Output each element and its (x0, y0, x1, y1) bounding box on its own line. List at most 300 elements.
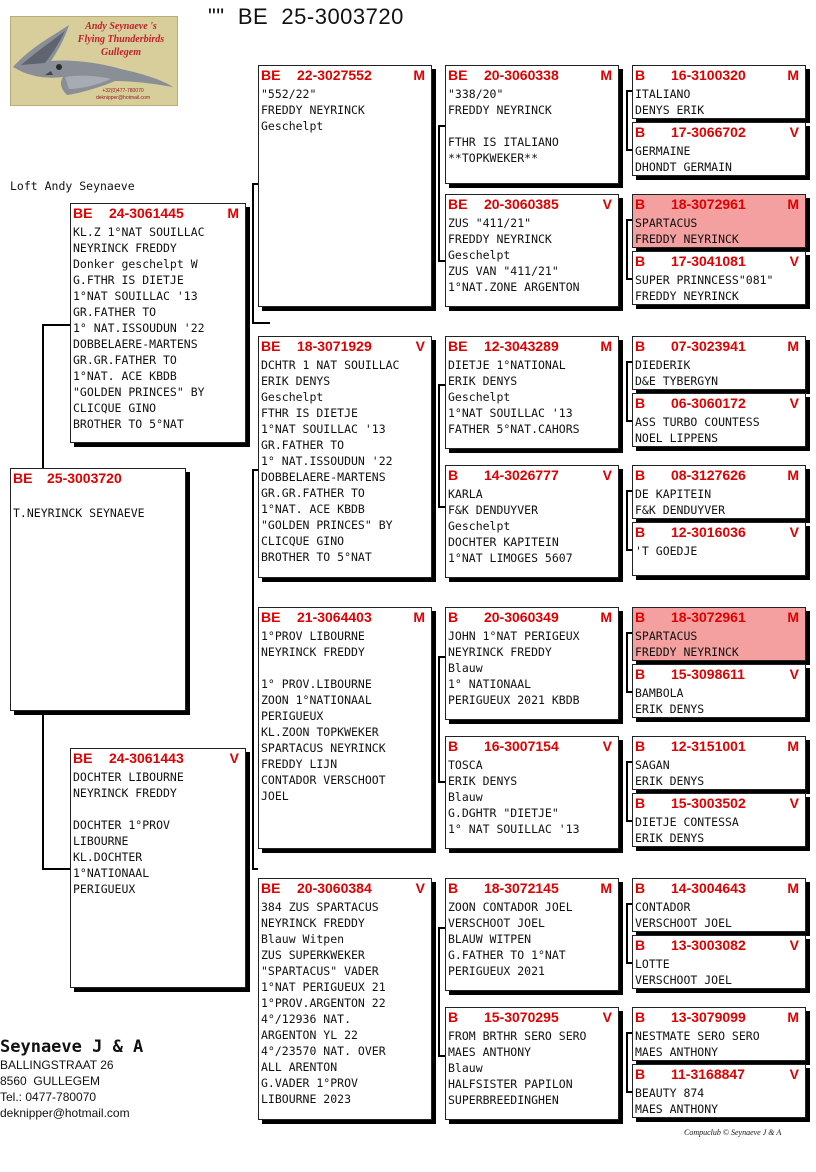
pigeon-card[interactable] (632, 393, 806, 447)
sex-marker: V (789, 666, 799, 682)
owner-name: Seynaeve J & A (0, 1037, 144, 1057)
sex-marker: M (600, 67, 612, 83)
pigeon-card-header (446, 608, 618, 626)
connector-line (42, 324, 70, 326)
pigeon-card[interactable] (70, 203, 246, 443)
pigeon-card[interactable] (632, 1064, 806, 1118)
pigeon-card-header (633, 936, 805, 954)
detail-line: GR.FATHER TO (261, 438, 345, 452)
detail-line: FROM BRTHR SERO SERO (448, 1029, 587, 1043)
pigeon-card[interactable] (632, 251, 806, 305)
detail-line: FTHR IS DIETJE (261, 406, 358, 420)
detail-line: 1°NAT. ACE KBDB (261, 502, 365, 516)
detail-line: DOCHTER LIBOURNE (73, 770, 184, 784)
pigeon-card-header (446, 337, 618, 355)
country-code: B (635, 666, 646, 682)
country-code: BE (448, 67, 468, 83)
ring-number: 13-3079099 (671, 1009, 746, 1025)
pigeon-card-header (259, 337, 431, 355)
country-code: BE (13, 470, 33, 486)
connector-line (42, 324, 44, 469)
connector-line (438, 384, 445, 386)
pigeon-card[interactable] (10, 468, 186, 711)
detail-line: BLAUW WITPEN (448, 932, 532, 946)
country-code: B (635, 609, 646, 625)
pigeon-details (11, 487, 185, 521)
country-code: BE (261, 67, 281, 83)
detail-line: ERIK DENYS (635, 702, 705, 716)
pigeon-card[interactable] (445, 465, 619, 578)
sex-marker: M (413, 609, 425, 625)
detail-line: GERMAINE (635, 144, 691, 158)
detail-line: 1° NAT.ISSOUDUN '22 (73, 321, 205, 335)
pigeon-card[interactable] (70, 748, 246, 988)
sex-marker: M (227, 205, 239, 221)
detail-line: FREDDY LIJN (261, 757, 338, 771)
detail-line: G.FATHER TO 1°NAT (448, 948, 566, 962)
pigeon-details (259, 626, 431, 804)
pigeon-card-header (633, 737, 805, 755)
country-code: B (448, 880, 459, 896)
detail-line: F&K DENDUYVER (635, 503, 726, 517)
detail-line: NEYRINCK FREDDY (73, 241, 177, 255)
country-code: B (635, 67, 646, 83)
pigeon-card-header (633, 1065, 805, 1083)
detail-line: Geschelpt (448, 519, 511, 533)
detail-line: FREDDY NEYRINCK (448, 232, 552, 246)
detail-line: **TOPKWEKER** (448, 151, 539, 165)
detail-line: G.DGHTR "DIETJE" (448, 806, 559, 820)
detail-line: CLICQUE GINO (261, 534, 345, 548)
pigeon-details (633, 626, 805, 660)
pigeon-details (633, 484, 805, 518)
country-code: B (635, 738, 646, 754)
detail-line: KARLA (448, 487, 483, 501)
pigeon-details (633, 897, 805, 931)
detail-line: Donker geschelpt W (73, 257, 198, 271)
pigeon-card-header (633, 252, 805, 270)
footer-credit: Compuclub © Seynaeve J & A (684, 1128, 782, 1137)
pigeon-details (633, 812, 805, 846)
ring-number: 12-3151001 (671, 738, 746, 754)
detail-line: 1°NAT SOUILLAC '13 (448, 406, 573, 420)
pigeon-card[interactable] (632, 935, 806, 989)
country-code: B (635, 338, 646, 354)
detail-line: 1° NAT SOUILLAC '13 (448, 822, 580, 836)
pigeon-card[interactable] (445, 336, 619, 449)
connector-line (626, 491, 628, 550)
country-code: B (635, 395, 646, 411)
sex-marker: M (787, 880, 799, 896)
sex-marker: V (602, 738, 612, 754)
pigeon-details (633, 412, 805, 446)
detail-line: DOCHTER 1°PROV (73, 818, 170, 832)
detail-line: BROTHER TO 5°NAT (73, 417, 184, 431)
pigeon-card-header (259, 608, 431, 626)
detail-line: "338/20" (448, 87, 504, 101)
pigeon-details (633, 954, 805, 988)
ring-number: 20-3060385 (484, 196, 559, 212)
country-code: BE (73, 750, 93, 766)
sex-marker: V (229, 750, 239, 766)
pigeon-card-header (633, 195, 805, 213)
pigeon-card-header (446, 879, 618, 897)
connector-line (626, 762, 628, 821)
ring-number: 16-3100320 (671, 67, 746, 83)
detail-line: GR.GR.FATHER TO (73, 353, 177, 367)
detail-line: JOHN 1°NAT PERIGEUX (448, 629, 580, 643)
country-code: BE (261, 880, 281, 896)
detail-line: JOEL (261, 789, 289, 803)
connector-line (626, 362, 628, 421)
detail-line: ZUS VAN "411/21" (448, 264, 559, 278)
sex-marker: V (602, 196, 612, 212)
pigeon-details (633, 355, 805, 389)
country-code: B (635, 937, 646, 953)
detail-line: DIETJE CONTESSA (635, 815, 739, 829)
ring-number: 20-3060384 (297, 880, 372, 896)
pigeon-card[interactable] (632, 194, 806, 248)
pigeon-card-header (633, 879, 805, 897)
pigeon-card-header (446, 66, 618, 84)
ring-number: 20-3060349 (484, 609, 559, 625)
detail-line: MAES ANTHONY (448, 1045, 532, 1059)
detail-line: "GOLDEN PRINCES" BY (73, 385, 205, 399)
pigeon-card[interactable] (632, 793, 806, 847)
pigeon-card-header (446, 195, 618, 213)
pigeon-card-header (633, 66, 805, 84)
detail-line: DOBBELAERE-MARTENS (261, 470, 386, 484)
pigeon-details (446, 626, 618, 708)
detail-line: CONTADOR (635, 900, 691, 914)
pigeon-details (633, 1026, 805, 1060)
detail-line: DOCHTER KAPITEIN (448, 535, 559, 549)
pigeon-details (633, 270, 805, 304)
country-code: B (635, 1009, 646, 1025)
pigeon-card[interactable] (258, 607, 432, 849)
ring-number: 07-3023941 (671, 338, 746, 354)
pigeon-card[interactable] (258, 65, 432, 307)
detail-line: 384 ZUS SPARTACUS (261, 900, 379, 914)
detail-line: 1°NAT SOUILLAC '13 (261, 422, 386, 436)
owner-block (0, 1037, 143, 1121)
detail-line: 1°NAT SOUILLAC '13 (73, 289, 198, 303)
detail-line: ASS TURBO COUNTESS (635, 415, 760, 429)
connector-line (438, 125, 445, 127)
connector-line (438, 385, 440, 507)
owner-street: BALLINGSTRAAT 26 (0, 1058, 114, 1072)
ring-number: 12-3043289 (484, 338, 559, 354)
pigeon-details (633, 84, 805, 118)
country-code: BE (261, 338, 281, 354)
pigeon-card[interactable] (258, 336, 432, 578)
detail-line: NEYRINCK FREDDY (73, 786, 177, 800)
sex-marker: V (602, 467, 612, 483)
pigeon-details (259, 84, 431, 134)
detail-line: 1°NAT.ZONE ARGENTON (448, 280, 580, 294)
detail-line: LIBOURNE 2023 (261, 1092, 352, 1106)
detail-line: SAGAN (635, 758, 670, 772)
detail-line: BROTHER TO 5°NAT (261, 550, 372, 564)
detail-line: SPARTACUS (635, 216, 698, 230)
detail-line: FTHR IS ITALIANO (448, 135, 559, 149)
pigeon-card-header (633, 665, 805, 683)
country-code: B (635, 196, 646, 212)
detail-line: G.FTHR IS DIETJE (73, 273, 184, 287)
pigeon-card[interactable] (632, 336, 806, 390)
pigeon-details (446, 1026, 618, 1108)
pedigree-title: "" BE 25-3003720 (208, 4, 404, 29)
pigeon-card[interactable] (632, 122, 806, 176)
detail-line: ERIK DENYS (635, 774, 705, 788)
connector-line (438, 928, 440, 1056)
detail-line: DE KAPITEIN (635, 487, 712, 501)
pigeon-card-header (259, 879, 431, 897)
detail-line: LIBOURNE (73, 834, 129, 848)
detail-line: NOEL LIPPENS (635, 431, 719, 445)
detail-line: FREDDY NEYRINCK (635, 645, 739, 659)
sex-marker: V (789, 524, 799, 540)
connector-line (438, 1055, 445, 1057)
sex-marker: M (787, 467, 799, 483)
owner-email[interactable]: deknipper@hotmail.com (0, 1106, 130, 1120)
detail-line: G.VADER 1°PROV (261, 1076, 358, 1090)
detail-line: ERIK DENYS (635, 831, 705, 845)
pigeon-card-header (446, 466, 618, 484)
logo-title-line-1: Andy Seynaeve 's (85, 21, 157, 32)
ring-number: 18-3072145 (484, 880, 559, 896)
detail-line: Geschelpt (448, 248, 511, 262)
detail-line: 1°NAT. ACE KBDB (73, 369, 177, 383)
detail-line: 1°NAT LIMOGES 5607 (448, 551, 573, 565)
detail-line: DOBBELAERE-MARTENS (73, 337, 198, 351)
connector-line (42, 710, 44, 868)
connector-line (438, 927, 445, 929)
pigeon-card-header (259, 66, 431, 84)
detail-line: CONTADOR VERSCHOOT (261, 773, 386, 787)
detail-line: DCHTR 1 NAT SOUILLAC (261, 358, 400, 372)
detail-line: 1°PROV LIBOURNE (261, 629, 365, 643)
connector-line (252, 322, 270, 324)
pigeon-card-header (71, 749, 245, 767)
ring-number: 24-3061445 (109, 205, 184, 221)
connector-line (252, 184, 254, 324)
logo-email: deknipper@hotmail.com (96, 95, 150, 101)
detail-line: F&K DENDUYVER (448, 503, 539, 517)
pigeon-card-header (446, 1008, 618, 1026)
detail-line: SPARTACUS (635, 629, 698, 643)
sex-marker: M (787, 67, 799, 83)
country-code: B (635, 880, 646, 896)
detail-line: DIETJE 1°NATIONAL (448, 358, 566, 372)
pigeon-details (446, 213, 618, 295)
detail-line: KL.ZOON TOPKWEKER (261, 725, 379, 739)
ring-number: 18-3072961 (671, 609, 746, 625)
ring-number: 21-3064403 (297, 609, 372, 625)
ring-number: 14-3004643 (671, 880, 746, 896)
ring-number: 17-3066702 (671, 124, 746, 140)
country-code: B (448, 1009, 459, 1025)
sex-marker: M (787, 609, 799, 625)
detail-line: D&E TYBERGYN (635, 374, 719, 388)
logo-phone: +32(0)477-780070 (102, 88, 144, 94)
pigeon-details (633, 683, 805, 717)
detail-line: PERIGUEUX 2021 KBDB (448, 693, 580, 707)
pigeon-card[interactable] (445, 878, 619, 991)
pigeon-card[interactable] (445, 194, 619, 307)
ring-number: 11-3168847 (671, 1066, 745, 1082)
pigeon-card[interactable] (632, 1007, 806, 1061)
detail-line: ERIK DENYS (261, 374, 331, 388)
ring-number: 20-3060338 (484, 67, 559, 83)
pigeon-card[interactable] (632, 65, 806, 119)
detail-line: 'T GOEDJE (635, 544, 698, 558)
detail-line: FREDDY NEYRINCK (448, 103, 552, 117)
detail-line: 1°NATIONAAL (73, 866, 150, 880)
pigeon-details (446, 755, 618, 837)
connector-line (438, 781, 445, 783)
loft-name: Loft Andy Seynaeve (10, 179, 135, 193)
ring-number: 14-3026777 (484, 467, 559, 483)
detail-line: BEAUTY 874 (635, 1086, 705, 1100)
owner-city: 8560 GULLEGEM (0, 1074, 101, 1088)
detail-line: DENYS ERIK (635, 103, 705, 117)
detail-line: DIEDERIK (635, 358, 691, 372)
ring-number: 18-3071929 (297, 338, 372, 354)
pigeon-details (71, 767, 245, 897)
detail-line: FREDDY NEYRINCK (261, 103, 365, 117)
sex-marker: M (787, 196, 799, 212)
detail-line: ZOON CONTADOR JOEL (448, 900, 573, 914)
country-code: B (448, 467, 459, 483)
pigeon-card-header (633, 794, 805, 812)
detail-line: NEYRINCK FREDDY (261, 645, 365, 659)
country-code: B (448, 609, 459, 625)
detail-line: 4°/12936 NAT. (261, 1012, 352, 1026)
detail-line: MAES ANTHONY (635, 1045, 719, 1059)
detail-line: PERIGUEUX (73, 882, 136, 896)
detail-line: ALL ARENTON (261, 1060, 338, 1074)
detail-line: Geschelpt (448, 390, 511, 404)
pigeon-card[interactable] (445, 65, 619, 184)
pigeon-details (71, 222, 245, 432)
pigeon-card[interactable] (445, 736, 619, 849)
pigeon-details (259, 355, 431, 565)
pigeon-card[interactable] (632, 664, 806, 718)
pigeon-card[interactable] (632, 736, 806, 790)
sex-marker: M (600, 880, 612, 896)
sex-marker: V (602, 1009, 612, 1025)
pigeon-card[interactable] (258, 878, 432, 1120)
detail-line: SUPERBREEDINGHEN (448, 1093, 559, 1107)
detail-line (73, 801, 245, 817)
detail-line: ERIK DENYS (448, 774, 518, 788)
sex-marker: M (787, 338, 799, 354)
connector-line (626, 904, 628, 963)
pigeon-card[interactable] (445, 607, 619, 720)
country-code: BE (448, 338, 468, 354)
connector-line (626, 220, 628, 279)
detail-line: NEYRINCK FREDDY (261, 916, 365, 930)
detail-line: ITALIANO (635, 87, 691, 101)
country-code: B (448, 738, 459, 754)
detail-line: TOSCA (448, 758, 483, 772)
country-code: B (635, 253, 646, 269)
sex-marker: M (413, 67, 425, 83)
pigeon-card-header (633, 523, 805, 541)
detail-line: CLICQUE GINO (73, 401, 157, 415)
detail-line: "SPARTACUS" VADER (261, 964, 379, 978)
detail-line: ZUS SUPERKWEKER (261, 948, 365, 962)
pigeon-card-header (633, 466, 805, 484)
ring-number: 15-3003502 (671, 795, 746, 811)
detail-line: Blauw (448, 790, 483, 804)
logo-title-line-3: Gullegem (101, 47, 141, 58)
ring-number: 16-3007154 (484, 738, 559, 754)
detail-line: GR.GR.FATHER TO (261, 486, 365, 500)
ring-number: 08-3127626 (671, 467, 746, 483)
country-code: B (635, 124, 646, 140)
detail-line: "GOLDEN PRINCES" BY (261, 518, 393, 532)
connector-line (42, 868, 70, 870)
pigeon-details (633, 541, 805, 559)
detail-line: FATHER 5°NAT.CAHORS (448, 422, 580, 436)
detail-line (448, 118, 618, 134)
ring-number: 15-3070295 (484, 1009, 559, 1025)
pigeon-details (633, 755, 805, 789)
pigeon-card[interactable] (445, 1007, 619, 1120)
sex-marker: V (415, 338, 425, 354)
sex-marker: M (600, 609, 612, 625)
detail-line: KL.Z 1°NAT SOUILLAC (73, 225, 205, 239)
detail-line: Blauw (448, 1061, 483, 1075)
sex-marker: V (789, 395, 799, 411)
detail-line: ARGENTON YL 22 (261, 1028, 358, 1042)
pigeon-card[interactable] (632, 878, 806, 932)
pigeon-card[interactable] (632, 607, 806, 661)
connector-line (438, 126, 440, 261)
detail-line: NEYRINCK FREDDY (448, 645, 552, 659)
country-code: B (635, 524, 646, 540)
pigeon-card-header (633, 337, 805, 355)
detail-line: ZUS "411/21" (448, 216, 532, 230)
connector-line (626, 633, 628, 692)
pigeon-card[interactable] (632, 522, 806, 576)
detail-line: 1°PROV.ARGENTON 22 (261, 996, 386, 1010)
detail-line: 1° PROV.LIBOURNE (261, 677, 372, 691)
pigeon-card-header (633, 123, 805, 141)
detail-line: NESTMATE SERO SERO (635, 1029, 760, 1043)
detail-line: 1° NAT.ISSOUDUN '22 (261, 454, 393, 468)
detail-line: ERIK DENYS (448, 374, 518, 388)
detail-line: BAMBOLA (635, 686, 684, 700)
detail-line: Geschelpt (261, 390, 324, 404)
detail-line: VERSCHOOT JOEL (448, 916, 545, 930)
ring-number: 06-3060172 (671, 395, 746, 411)
pigeon-details (633, 213, 805, 247)
detail-line: 1° NATIONAAL (448, 677, 532, 691)
detail-line: PERIGUEUX 2021 (448, 964, 545, 978)
pigeon-details (446, 84, 618, 166)
owner-tel: Tel.: 0477-780070 (0, 1090, 97, 1104)
sex-marker: V (789, 937, 799, 953)
pigeon-card-header (633, 1008, 805, 1026)
ring-number: 18-3072961 (671, 196, 746, 212)
sex-marker: V (789, 124, 799, 140)
pigeon-card[interactable] (632, 465, 806, 519)
detail-line: FREDDY NEYRINCK (635, 289, 739, 303)
pigeon-details (446, 355, 618, 437)
